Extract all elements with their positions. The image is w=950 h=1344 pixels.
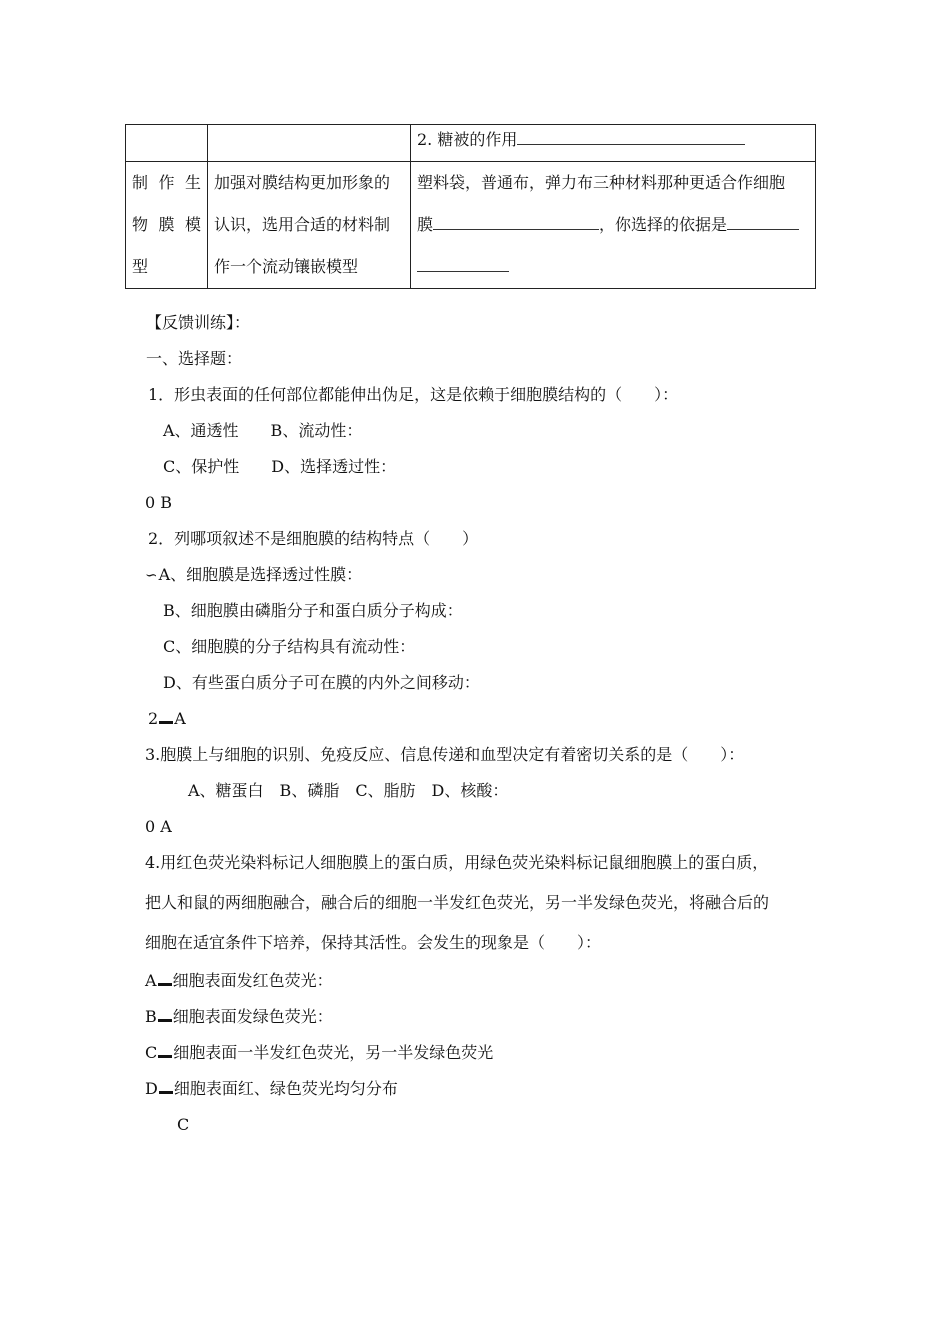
material-question-line: 膜 ，你选择的依据是 xyxy=(417,204,809,246)
activity-name-line: 制作生 xyxy=(132,173,201,192)
table-cell xyxy=(126,162,208,289)
ink-mark-icon xyxy=(159,716,173,724)
question-2-option-a: ∽A、细胞膜是选择透过性膜： xyxy=(145,565,363,584)
question-3: 3.胞膜上与细胞的识别、免疫反应、信息传递和血型决定有着密切关系的是（ ）： xyxy=(145,745,745,764)
question-4-option-c: C 细胞表面一半发红色荧光，另一半发绿色荧光 xyxy=(145,1043,494,1062)
question-4-line: 细胞在适宜条件下培养，保持其活性。会发生的现象是（ ）： xyxy=(145,933,602,952)
answer-blank xyxy=(727,215,799,230)
question-2-option-c: C、细胞膜的分子结构具有流动性： xyxy=(163,637,416,656)
question-2: 2．列哪项叙述不是细胞膜的结构特点（ ） xyxy=(148,529,479,548)
question-2-option-d: D、有些蛋白质分子可在膜的内外之间移动： xyxy=(163,673,480,692)
answer-blank xyxy=(417,257,509,272)
ink-mark-icon: ∽ xyxy=(145,566,158,584)
activity-name-line: 型 xyxy=(132,257,149,276)
question-4-option-a: A 细胞表面发红色荧光： xyxy=(145,971,333,990)
ink-mark-icon xyxy=(158,1050,172,1058)
table-cell xyxy=(411,125,816,162)
activity-goal-line: 认识，选用合适的材料制 xyxy=(214,215,391,234)
question-3-answer: 0 A xyxy=(145,817,172,836)
question-4-line: 4.用红色荧光染料标记人细胞膜上的蛋白质，用绿色荧光染料标记鼠细胞膜上的蛋白质， xyxy=(145,853,769,872)
table-row xyxy=(126,125,816,162)
activity-table xyxy=(125,124,816,289)
answer-blank xyxy=(517,130,745,145)
table-cell xyxy=(411,162,816,289)
question-1-options-ab: A、通透性 B、流动性： xyxy=(163,421,363,440)
material-question-line: 塑料袋，普通布，弹力布三种材料那种更适合作细胞 xyxy=(417,173,786,192)
question-4-option-d: D 细胞表面红、绿色荧光均匀分布 xyxy=(145,1079,398,1098)
question-2-answer: 2 A xyxy=(148,709,186,728)
material-question-line xyxy=(417,246,809,288)
ink-mark-icon xyxy=(158,1014,172,1022)
question-1-options-cd: C、保护性 D、选择透过性： xyxy=(163,457,397,476)
section-heading-feedback: 【反馈训练】： xyxy=(146,313,251,332)
question-1: 1．形虫表面的任何部位都能伸出伪足，这是依赖于细胞膜结构的（ ）： xyxy=(148,385,679,404)
activity-goal-line: 加强对膜结构更加形象的 xyxy=(214,173,391,192)
ink-mark-icon xyxy=(159,1086,173,1094)
table-row xyxy=(126,162,816,289)
question-4-line: 把人和鼠的两细胞融合，融合后的细胞一半发红色荧光，另一半发绿色荧光，将融合后的 xyxy=(145,893,770,912)
table-cell xyxy=(126,125,208,162)
table-cell xyxy=(208,125,411,162)
section-heading-choice: 一、选择题： xyxy=(146,349,243,368)
question-3-options: A、糖蛋白 B、磷脂 C、脂肪 D、核酸： xyxy=(188,781,509,800)
activity-goal-line: 作一个流动镶嵌模型 xyxy=(214,257,359,276)
activity-name-line: 物膜模 xyxy=(132,215,201,234)
glycocalyx-prompt: 2. 糖被的作用 xyxy=(417,130,518,149)
question-2-option-b: B、细胞膜由磷脂分子和蛋白质分子构成： xyxy=(163,601,463,620)
answer-blank xyxy=(433,215,599,230)
question-4-option-b: B 细胞表面发绿色荧光： xyxy=(145,1007,333,1026)
ink-mark-icon xyxy=(158,978,172,986)
table-cell xyxy=(208,162,411,289)
question-4-answer: C xyxy=(177,1115,190,1134)
question-1-answer: 0 B xyxy=(145,493,173,512)
